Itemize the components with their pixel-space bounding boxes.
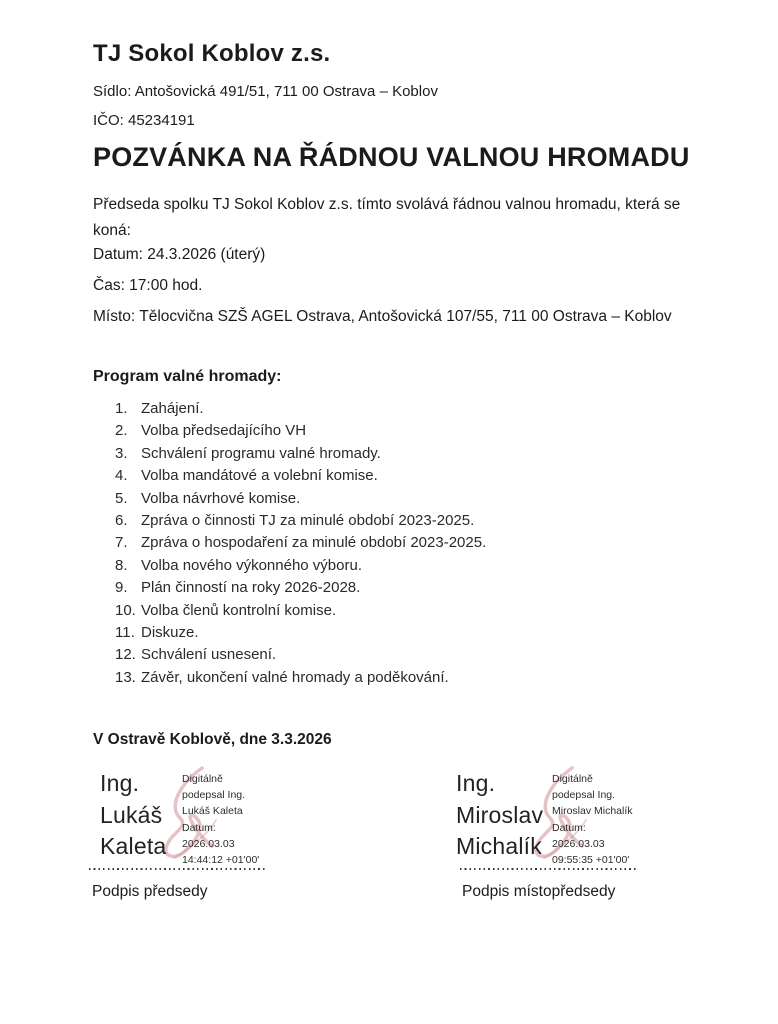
signature-name-line: Lukáš xyxy=(100,801,163,828)
stamp-line: 14:44:12 +01'00' xyxy=(182,854,260,867)
agenda-item-number: 5. xyxy=(115,489,128,507)
closing-line: V Ostravě Koblově, dne 3.3.2026 xyxy=(93,731,332,748)
agenda-item-number: 3. xyxy=(115,444,128,462)
signature-name-line: Kaleta xyxy=(100,833,167,859)
agenda-item xyxy=(93,445,653,467)
signature-name-line: Miroslav xyxy=(456,801,544,828)
signature-caption-chairman: Podpis předsedy xyxy=(92,883,208,900)
agenda-item xyxy=(93,624,653,646)
signature-name-line: Ing. xyxy=(456,770,496,796)
agenda-item-number: 7. xyxy=(115,534,128,552)
agenda-item-text: Volba mandátové a volební komise. xyxy=(141,467,378,485)
agenda-item-number: 13. xyxy=(115,668,136,686)
agenda-item xyxy=(93,512,653,534)
agenda-item xyxy=(93,422,653,444)
agenda-item-number: 9. xyxy=(115,579,128,597)
stamp-line: Miroslav Michalík xyxy=(552,805,633,818)
signature-name-line: Michalík xyxy=(456,833,542,859)
agenda-item-text: Zpráva o činnosti TJ za minulé období 2023-2025. xyxy=(141,511,475,529)
agenda-item-text: Volba členů kontrolní komise. xyxy=(141,601,337,619)
stamp-line: 2026.03.03 xyxy=(182,837,235,850)
agenda-item-number: 1. xyxy=(115,400,128,417)
stamp-line: Lukáš Kaleta xyxy=(182,805,243,818)
agenda-item xyxy=(93,557,653,579)
org-name: TJ Sokol Koblov z.s. xyxy=(93,40,331,67)
agenda-item xyxy=(93,534,653,556)
agenda-item xyxy=(93,467,653,489)
signature-name-line: Ing. xyxy=(100,770,140,796)
agenda-item-number: 8. xyxy=(115,556,128,574)
stamp-line: Digitálně xyxy=(552,773,593,785)
agenda-item-text: Plán činností na roky 2026-2028. xyxy=(141,579,361,597)
stamp-line: podepsal Ing. xyxy=(182,789,246,802)
agenda-item-text: Zpráva o hospodaření za minulé období 2023-2025. xyxy=(141,534,487,552)
document-title: POZVÁNKA NA ŘÁDNOU VALNOU HROMADU xyxy=(93,142,690,172)
agenda-item-text: Zahájení. xyxy=(141,400,204,417)
agenda-item-text: Volba předsedajícího VH xyxy=(141,422,307,440)
agenda-item-number: 2. xyxy=(115,422,128,440)
agenda-item-number: 11. xyxy=(115,623,135,641)
ico-line: IČO: 45234191 xyxy=(93,112,195,129)
agenda-item xyxy=(93,646,653,668)
agenda-item-text: Schválení usnesení. xyxy=(141,646,277,664)
place-line: Místo: Tělocvična SZŠ AGEL Ostrava, Antošovická 107/55, 711 00 Ostrava – Koblov xyxy=(93,308,672,325)
stamp-line: Datum: xyxy=(182,821,216,834)
signature-name-vice-chairman xyxy=(456,768,543,863)
agenda-item-number: 12. xyxy=(115,646,136,664)
stamp-line: 2026.03.03 xyxy=(552,837,605,850)
agenda-item-text: Závěr, ukončení valné hromady a poděkování. xyxy=(141,668,449,686)
date-line: Datum: 24.3.2026 (úterý) xyxy=(93,246,266,263)
agenda-item xyxy=(93,490,653,512)
agenda-item-number: 4. xyxy=(115,467,128,485)
agenda-item xyxy=(93,669,653,691)
agenda-item-text: Diskuze. xyxy=(141,623,199,641)
intro-paragraph: Předseda spolku TJ Sokol Koblov z.s. tímto svolává řádnou valnou hromadu, která se koná: xyxy=(93,196,681,239)
stamp-line: podepsal Ing. xyxy=(552,789,616,802)
stamp-line: 09:55:35 +01'00' xyxy=(552,854,630,867)
signature-stamp-chairman xyxy=(182,771,259,868)
time-line: Čas: 17:00 hod. xyxy=(93,277,203,294)
agenda-item-number: 6. xyxy=(115,511,128,529)
agenda-item-text: Volba návrhové komise. xyxy=(141,489,301,507)
address-line: Sídlo: Antošovická 491/51, 711 00 Ostrava – Koblov xyxy=(93,83,438,100)
signature-stamp-vice-chairman xyxy=(552,771,633,868)
signature-dotted-line xyxy=(89,867,266,870)
agenda-item xyxy=(93,400,653,422)
agenda-item-text: Schválení programu valné hromady. xyxy=(141,444,381,462)
agenda-item-number: 10. xyxy=(115,601,136,619)
agenda-item xyxy=(93,602,653,624)
agenda-item-text: Volba nového výkonného výboru. xyxy=(141,556,362,574)
agenda-heading: Program valné hromady: xyxy=(93,368,282,385)
agenda-item xyxy=(93,579,653,601)
signature-name-chairman xyxy=(100,768,166,863)
signature-caption-vice-chairman: Podpis místopředsedy xyxy=(462,883,616,900)
signature-dotted-line xyxy=(460,867,637,870)
stamp-line: Datum: xyxy=(552,821,586,834)
agenda-list xyxy=(93,400,653,691)
stamp-line: Digitálně xyxy=(182,773,223,785)
